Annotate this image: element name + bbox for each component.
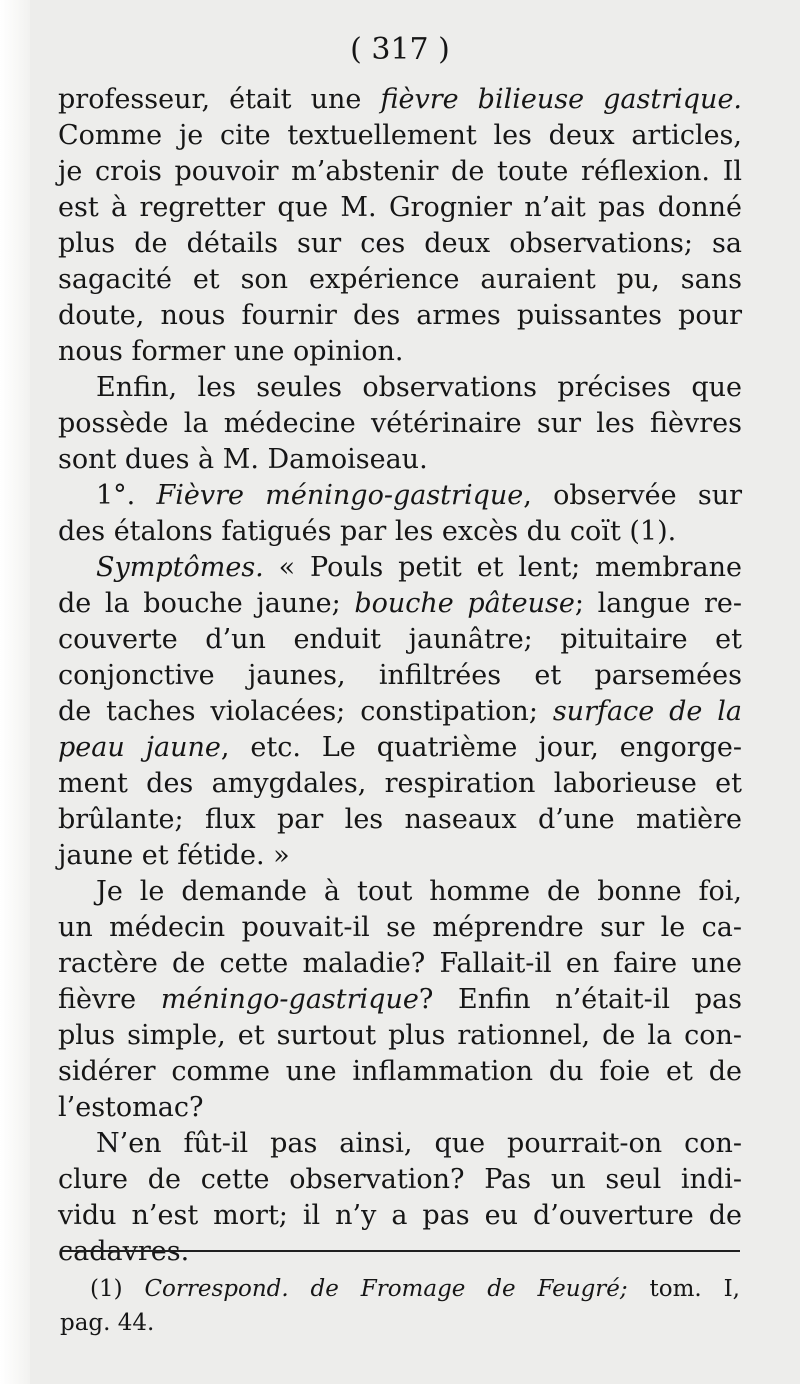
text-run: l’estomac? — [58, 1092, 204, 1123]
text-run: cadavres. — [58, 1236, 190, 1267]
text-run: , etc. Le quatrième jour, engorge- — [220, 732, 742, 763]
text-line — [58, 766, 742, 802]
text-run: ? Enfin n’était-il pas — [418, 984, 743, 1015]
text-run: sagacité et son expérience auraient pu, sans — [58, 264, 742, 295]
text-run: jaune et fétide. » — [58, 840, 290, 871]
text-line — [58, 1018, 742, 1054]
text-run: vidu n’est mort; il n’y a pas eu d’ouverture de — [58, 1200, 742, 1231]
italic-text: Correspond. de Fromage de Feugré; — [144, 1276, 628, 1302]
text-run: fièvre — [58, 984, 161, 1015]
body-text — [58, 82, 742, 1270]
text-run: de la bouche jaune; — [58, 588, 355, 619]
italic-text: surface de la — [552, 696, 742, 727]
text-line — [58, 1198, 742, 1234]
text-run: est à regretter que M. Grognier n’ait pas donné — [58, 192, 742, 223]
text-line — [58, 190, 742, 226]
text-run: professeur, était une — [58, 84, 381, 115]
text-run: tom. I, — [627, 1276, 740, 1302]
text-line — [58, 838, 742, 874]
text-line — [58, 550, 742, 586]
text-run: un médecin pouvait-il se méprendre sur le ca- — [58, 912, 742, 943]
text-run: clure de cette observation? Pas un seul indi- — [58, 1164, 742, 1195]
text-run: Enfin, les seules observations précises que — [96, 372, 742, 403]
text-run: brûlante; flux par les naseaux d’une matière — [58, 804, 742, 835]
text-line — [58, 478, 742, 514]
text-line — [58, 586, 742, 622]
footnote-divider — [60, 1250, 740, 1252]
footnote-line — [60, 1306, 740, 1340]
text-line — [58, 982, 742, 1018]
text-line — [58, 874, 742, 910]
text-run: Comme je cite textuellement les deux articles, — [58, 120, 742, 151]
text-run: « Pouls petit et lent; membrane — [263, 552, 742, 583]
text-line — [58, 694, 742, 730]
text-run: pag. 44. — [60, 1310, 155, 1336]
text-run: ment des amygdales, respiration laborieuse et — [58, 768, 742, 799]
text-line — [58, 1162, 742, 1198]
text-run: des étalons fatigués par les excès du coït (1). — [58, 516, 677, 547]
text-line — [58, 910, 742, 946]
text-run: conjonctive jaunes, infiltrées et parsemées — [58, 660, 742, 691]
text-run: couverte d’un enduit jaunâtre; pituitaire et — [58, 624, 742, 655]
text-line — [58, 514, 742, 550]
text-run: nous former une opinion. — [58, 336, 404, 367]
footnote-line — [60, 1272, 740, 1306]
text-line — [58, 1234, 742, 1270]
text-line — [58, 118, 742, 154]
text-line — [58, 154, 742, 190]
text-run: sont dues à M. Damoiseau. — [58, 444, 428, 475]
text-run: je crois pouvoir m’abstenir de toute réflexion. Il — [58, 156, 742, 187]
text-line — [58, 1090, 742, 1126]
text-run: ; langue re- — [574, 588, 742, 619]
italic-text: Symptômes. — [96, 552, 264, 583]
text-line — [58, 262, 742, 298]
text-line — [58, 1126, 742, 1162]
italic-text: peau jaune — [58, 732, 221, 763]
text-run: , observée sur — [523, 480, 742, 511]
italic-text: fièvre bilieuse gastrique. — [380, 84, 743, 115]
text-run: Je le demande à tout homme de bonne foi, — [96, 876, 742, 907]
text-line — [58, 370, 742, 406]
text-line — [58, 442, 742, 478]
text-run: plus simple, et surtout plus rationnel, de la con- — [58, 1020, 742, 1051]
text-line — [58, 730, 742, 766]
italic-text: méningo-gastrique — [160, 984, 419, 1015]
text-line — [58, 622, 742, 658]
text-line — [58, 1054, 742, 1090]
text-line — [58, 802, 742, 838]
text-line — [58, 946, 742, 982]
text-run: N’en fût-il pas ainsi, que pourrait-on con- — [96, 1128, 742, 1159]
page-number: ( 317 ) — [350, 32, 450, 67]
text-run: doute, nous fournir des armes puissantes pour — [58, 300, 742, 331]
italic-text: Fièvre méningo-gastrique — [156, 480, 524, 511]
text-line — [58, 658, 742, 694]
text-run: 1°. — [96, 480, 157, 511]
text-line — [58, 406, 742, 442]
text-run: possède la médecine vétérinaire sur les fièvres — [58, 408, 742, 439]
text-line — [58, 334, 742, 370]
text-run: plus de détails sur ces deux observations; sa — [58, 228, 742, 259]
text-line — [58, 82, 742, 118]
text-run: sidérer comme une inflammation du foie et de — [58, 1056, 742, 1087]
text-line — [58, 226, 742, 262]
text-run: (1) — [90, 1276, 145, 1302]
text-run: de taches violacées; constipation; — [58, 696, 553, 727]
text-run: ractère de cette maladie? Fallait-il en faire une — [58, 948, 742, 979]
text-line — [58, 298, 742, 334]
italic-text: bouche pâteuse — [354, 588, 575, 619]
footnotes — [60, 1272, 740, 1340]
